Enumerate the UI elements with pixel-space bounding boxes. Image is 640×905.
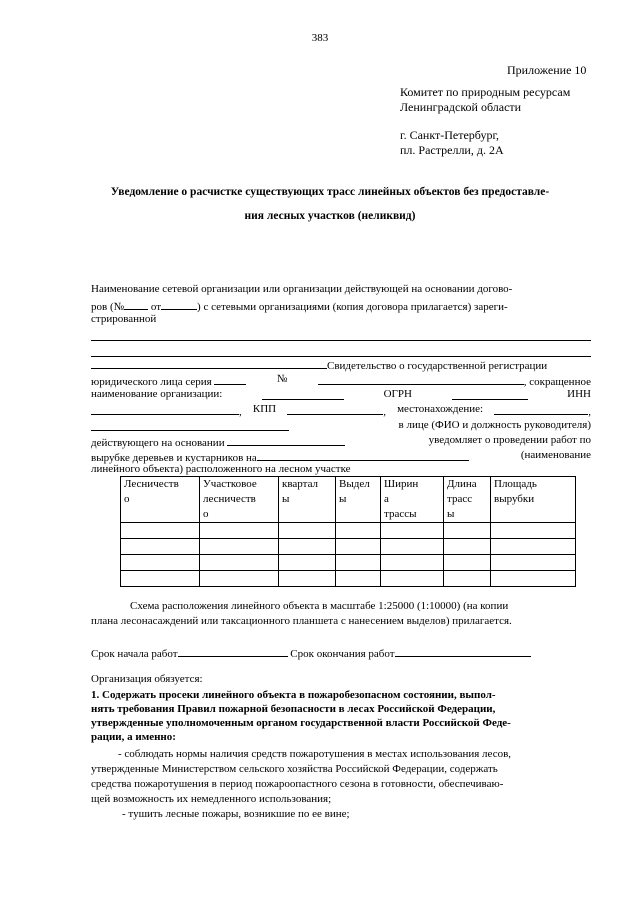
table-cell[interactable] — [381, 555, 444, 571]
table-row — [121, 555, 576, 571]
inn-blank[interactable] — [91, 403, 239, 415]
kpp-label: КПП — [252, 403, 277, 415]
table-cell[interactable] — [444, 555, 491, 571]
location-blank[interactable] — [494, 403, 588, 415]
col-route-length: Длина трасс ы — [444, 477, 491, 523]
table-cell[interactable] — [279, 571, 336, 587]
table-row — [121, 571, 576, 587]
registration-number-blank[interactable] — [318, 373, 524, 385]
forest-plots-table — [120, 476, 576, 587]
table-cell[interactable] — [121, 539, 200, 555]
notifies-label: уведомляет о проведении работ по — [428, 434, 591, 446]
recipient-line1: Комитет по природным ресурсам — [400, 85, 571, 99]
table-row — [121, 523, 576, 539]
bullet-1-line4: щей возможность их немедленного использования; — [91, 793, 332, 805]
start-date-label: Срок начала работ — [91, 648, 178, 660]
table-cell[interactable] — [491, 539, 576, 555]
obligation-1-line3: утвержденные уполномоченным органом государственной власти Российской Феде- — [91, 717, 511, 729]
col-felling-area: Площадь вырубки — [491, 477, 576, 523]
inn-label: ИНН — [567, 388, 591, 400]
table-cell[interactable] — [336, 539, 381, 555]
table-cell[interactable] — [444, 523, 491, 539]
table-cell[interactable] — [491, 555, 576, 571]
number-sign: № — [276, 373, 288, 385]
obligation-1-line1: 1. Содержать просеки линейного объекта в пожаробезопасном состоянии, выпол- — [91, 689, 496, 701]
table-cell[interactable] — [336, 523, 381, 539]
table-cell[interactable] — [121, 523, 200, 539]
object-located-line: линейного объекта) расположенного на лесном участке — [91, 463, 351, 475]
table-cell[interactable] — [121, 571, 200, 587]
start-date-blank[interactable] — [178, 645, 288, 657]
document-title-line1: Уведомление о расчистке существующих трасс линейных объектов без предоставле- — [110, 186, 550, 198]
table-cell[interactable] — [121, 555, 200, 571]
scheme-line1: Схема расположения линейного объекта в масштабе 1:25000 (1:10000) (на копии — [130, 600, 509, 612]
kpp-blank[interactable] — [287, 403, 383, 415]
felling-label: вырубке деревьев и кустарников на — [91, 452, 257, 464]
document-title-line2: ния лесных участков (неликвид) — [244, 210, 416, 222]
contract-date-label: от — [150, 301, 162, 313]
col-plots: Выдел ы — [336, 477, 381, 523]
location-cont-blank[interactable] — [91, 419, 289, 431]
work-dates-row — [91, 645, 531, 661]
bullet-2: - тушить лесные пожары, возникшие по ее вине; — [122, 808, 350, 820]
contract-date-blank[interactable] — [161, 298, 197, 310]
ogrn-blank[interactable] — [452, 388, 528, 400]
table-cell[interactable] — [336, 571, 381, 587]
table-cell[interactable] — [200, 571, 279, 587]
appendix-label: Приложение 10 — [507, 63, 587, 77]
acting-basis-row — [91, 434, 591, 450]
table-cell[interactable] — [279, 539, 336, 555]
org-name-blank[interactable] — [91, 357, 327, 369]
location-label: местонахождение: — [397, 403, 484, 415]
obligation-1-line2: нять требования Правил пожарной безопасности в лесах Российской Федерации, — [91, 703, 496, 715]
obligations-heading: Организация обязуется: — [91, 673, 203, 685]
table-cell[interactable] — [200, 555, 279, 571]
table-cell[interactable] — [491, 523, 576, 539]
address-line2: пл. Растрелли, д. 2А — [400, 143, 504, 157]
table-cell[interactable] — [279, 555, 336, 571]
series-blank[interactable] — [214, 373, 246, 385]
legal-series-row — [91, 373, 591, 389]
obligation-1-line4: рации, а именно: — [91, 731, 176, 743]
contract-number-label: ров (№ — [91, 301, 125, 313]
end-date-blank[interactable] — [395, 645, 531, 657]
page-number: 383 — [311, 32, 329, 44]
table-cell[interactable] — [336, 555, 381, 571]
bullet-1-line3: средства пожаротушения в период пожароопастного сезона в готовности, обеспечиваю- — [91, 778, 504, 790]
col-route-width: Ширин а трассы — [381, 477, 444, 523]
in-person-label: в лице (ФИО и должность руководителя) — [398, 419, 591, 431]
table-cell[interactable] — [381, 523, 444, 539]
org-name-row — [91, 388, 591, 401]
abbreviated-label: , сокращенное — [523, 376, 591, 388]
basis-blank[interactable] — [227, 434, 345, 446]
contract-number-blank[interactable] — [124, 298, 148, 310]
name-org-label: наименование организации: — [91, 388, 223, 400]
table-cell[interactable] — [381, 571, 444, 587]
kpp-row: , КПП , местонахождение: , — [91, 403, 591, 419]
blank-line[interactable] — [91, 340, 591, 341]
col-forestry: Лесничеств о — [121, 477, 200, 523]
recipient-line2: Ленинградской области — [400, 100, 522, 114]
table-row — [121, 539, 576, 555]
contract-tail: ) с сетевыми организациями (копия договора прилагается) зареги- — [197, 301, 508, 313]
certificate-row — [91, 357, 591, 373]
end-date-label: Срок окончания работ — [290, 648, 395, 660]
table-cell[interactable] — [444, 571, 491, 587]
table-cell[interactable] — [200, 539, 279, 555]
table-cell[interactable] — [279, 523, 336, 539]
naming-paren: (наименование — [520, 449, 591, 461]
in-person-row — [91, 419, 591, 432]
intro-line3: стрированной — [91, 313, 157, 325]
bullet-1-line2: утвержденные Министерством сельского хозяйства Российской Федерации, содержать — [91, 763, 498, 775]
bullet-1-line1: - соблюдать нормы наличия средств пожаротушения в местах использования лесов, — [118, 748, 512, 760]
scheme-line2: плана лесонасаждений или таксационного планшета с нанесением выделов) прилагается. — [91, 615, 512, 627]
object-name-blank[interactable] — [257, 449, 469, 461]
legal-series-label: юридического лица серия — [91, 376, 212, 388]
table-cell[interactable] — [491, 571, 576, 587]
table-cell[interactable] — [444, 539, 491, 555]
table-cell[interactable] — [381, 539, 444, 555]
col-quarters: квартал ы — [279, 477, 336, 523]
intro-line1: Наименование сетевой организации или организации действующей на основании догово- — [91, 283, 513, 295]
col-district-forestry: Участковое лесничеств о — [200, 477, 279, 523]
ogrn-label: ОГРН — [383, 388, 412, 400]
address-line1: г. Санкт-Петербург, — [400, 128, 500, 142]
acting-basis-label: действующего на основании — [91, 437, 225, 449]
table-cell[interactable] — [200, 523, 279, 539]
short-name-blank[interactable] — [262, 388, 344, 400]
intro-line2 — [91, 298, 508, 314]
certificate-label: Свидетельство о государственной регистрации — [327, 360, 548, 372]
table-header-row — [121, 477, 576, 523]
